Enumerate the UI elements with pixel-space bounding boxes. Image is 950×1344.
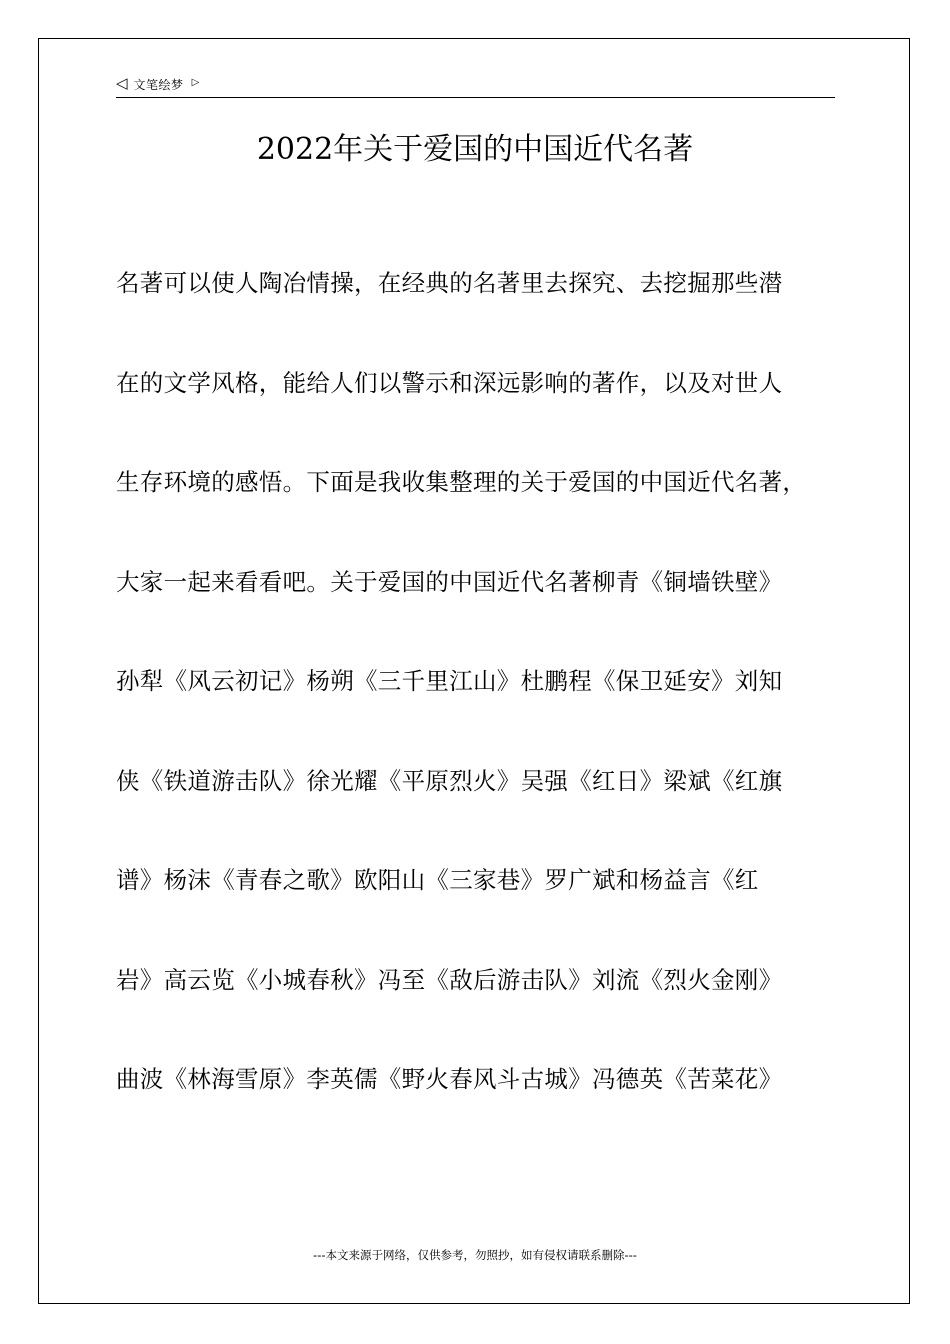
body-line: 孙犁《风云初记》杨朔《三千里江山》杜鹏程《保卫延安》刘知 [116,667,783,695]
body-line: 生存环境的感悟。下面是我收集整理的关于爱国的中国近代名著， [116,468,807,496]
body-line: 大家一起来看看吧。关于爱国的中国近代名著柳青《铜墙铁壁》 [116,567,783,596]
page-header [116,72,835,98]
triangle-right-icon: ▷ [191,76,200,88]
body-line: 在的文学风格，能给人们以警示和深远影响的著作，以及对世人 [116,368,783,397]
header-brand: 文笔绘梦 [133,78,184,92]
footer-notice: ---本文来源于网络，仅供参考，勿照抄，如有侵权请联系删除--- [313,1248,637,1262]
document-body [116,258,876,1154]
body-line: 侠《铁道游击队》徐光耀《平原烈火》吴强《红日》梁斌《红旗 [116,766,783,795]
body-line: 岩》高云览《小城春秋》冯至《敌后游击队》刘流《烈火金刚》 [116,965,783,994]
body-line: 曲波《林海雪原》李英儒《野火春风斗古城》冯德英《苦菜花》 [116,1065,783,1093]
body-line: 谱》杨沫《青春之歌》欧阳山《三家巷》罗广斌和杨益言《红 [116,866,759,894]
document-title: 2022年关于爱国的中国近代名著 [256,132,694,167]
body-line: 名著可以使人陶冶情操，在经典的名著里去探究、去挖掘那些潜 [116,269,783,297]
triangle-left-icon: ◁ [116,74,128,92]
